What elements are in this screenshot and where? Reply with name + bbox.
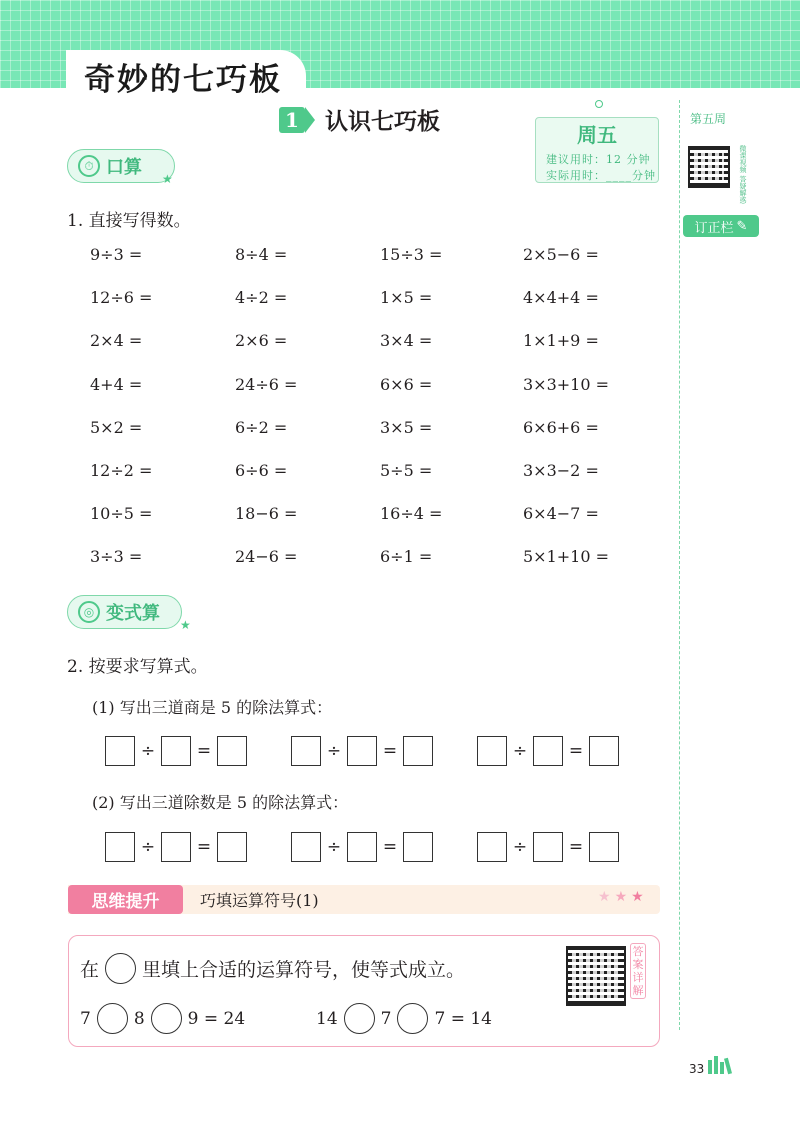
oral-problem: 18−6 = — [235, 504, 298, 524]
answer-box[interactable] — [105, 832, 135, 862]
challenge-equation-1 — [80, 1003, 245, 1034]
oral-problem: 8÷4 = — [235, 245, 288, 264]
q2-prompt: 2. 按要求写算式。 — [67, 657, 208, 677]
answer-box[interactable] — [589, 736, 619, 766]
equals-sign: = — [568, 837, 584, 857]
challenge-instruction — [80, 953, 465, 984]
oral-problem: 9÷3 = — [90, 245, 143, 264]
operand: 7 — [80, 1008, 91, 1029]
star-icon: ★ — [598, 889, 615, 905]
oral-problem: 3×3−2 = — [523, 461, 599, 480]
oral-problem: 3×3+10 = — [523, 374, 610, 394]
section-variant-label: 变式算 — [106, 603, 160, 624]
star-icon: ★ — [631, 889, 648, 905]
instruction-post: 里填上合适的运算符号，使等式成立。 — [142, 959, 466, 981]
challenge-equation-2 — [316, 1003, 492, 1034]
q1-prompt: 1. 直接写得数。 — [67, 211, 191, 231]
oral-problem: 3÷3 = — [90, 547, 143, 567]
books-icon — [708, 1056, 730, 1074]
answer-tag: 答案详解 — [630, 943, 646, 999]
equals-sign: = — [196, 837, 212, 857]
answer-box[interactable] — [589, 832, 619, 862]
actual-time: 实际用时：____分钟 — [546, 169, 656, 182]
oral-problem: 24÷6 = — [235, 374, 298, 394]
circle-symbol — [105, 953, 136, 984]
operand: 7 — [380, 1008, 392, 1029]
oral-problem: 6÷1 = — [380, 547, 433, 567]
divide-sign: ÷ — [512, 741, 528, 761]
difficulty-stars — [598, 889, 648, 905]
oral-problem: 6÷6 = — [235, 461, 288, 480]
correction-label: 订正栏 — [694, 220, 734, 236]
oral-problem: 4×4+4 = — [523, 288, 599, 308]
oral-problem: 15÷3 = — [380, 245, 443, 264]
oral-problem: 2×6 = — [235, 331, 288, 351]
oral-problem: 3×4 = — [380, 331, 433, 351]
oral-problem: 6×6 = — [380, 374, 433, 394]
oral-problem: 2×4 = — [90, 331, 143, 351]
equals-sign: = — [196, 741, 212, 761]
oral-problem: 4÷2 = — [235, 288, 288, 308]
star-icon: ★ — [180, 618, 191, 632]
page-title: 奇妙的七巧板 — [84, 62, 282, 98]
oral-problem: 6×4−7 = — [523, 504, 599, 524]
instruction-pre: 在 — [80, 959, 100, 981]
equation-group — [477, 736, 619, 766]
day-card — [535, 117, 659, 183]
qr-caption: 微课视频 答疑解惑 — [739, 145, 747, 204]
operand: 14 — [316, 1008, 338, 1029]
divide-sign: ÷ — [140, 741, 156, 761]
answer-box[interactable] — [533, 832, 563, 862]
q2-sub1: (1) 写出三道商是 5 的除法算式： — [92, 698, 333, 717]
star-icon: ★ — [162, 172, 173, 186]
answer-box[interactable] — [161, 736, 191, 766]
answer-box[interactable] — [217, 832, 247, 862]
equation-group — [291, 736, 433, 766]
suggested-time: 建议用时：12 分钟 — [546, 153, 651, 166]
thinking-tag: 思维提升 — [68, 885, 183, 914]
page-number: 33 — [689, 1062, 705, 1076]
oral-problem: 24−6 = — [235, 547, 298, 567]
equation-group — [105, 736, 247, 766]
divide-sign: ÷ — [512, 837, 528, 857]
answer-box[interactable] — [347, 736, 377, 766]
lesson-title: 认识七巧板 — [325, 109, 440, 135]
section-oral-pill — [67, 149, 175, 183]
star-icon: ★ — [614, 889, 632, 905]
q2-sub2: (2) 写出三道除数是 5 的除法算式： — [92, 793, 349, 812]
pencil-icon: ✎ — [736, 218, 748, 234]
operand: 9 = 24 — [187, 1008, 246, 1029]
answer-box[interactable] — [161, 832, 191, 862]
equals-sign: = — [568, 741, 584, 761]
oral-problem: 10÷5 = — [90, 504, 153, 524]
operand: 8 — [133, 1008, 145, 1029]
divide-sign: ÷ — [140, 837, 156, 857]
lesson-heading — [279, 103, 440, 136]
oral-problem: 3×5 = — [380, 417, 433, 437]
operand: 7 = 14 — [434, 1008, 492, 1029]
oral-problem: 12÷6 = — [90, 288, 153, 308]
operator-circle[interactable] — [151, 1003, 182, 1034]
stopwatch-icon: ⏱ — [78, 155, 100, 177]
qr-code-icon[interactable] — [688, 146, 730, 188]
oral-problem: 5×1+10 = — [523, 547, 610, 567]
answer-box[interactable] — [105, 736, 135, 766]
day-title: 周五 — [577, 123, 617, 147]
answer-row-1 — [105, 736, 619, 766]
operator-circle[interactable] — [344, 1003, 375, 1034]
answer-box[interactable] — [291, 736, 321, 766]
oral-problem: 5×2 = — [90, 417, 143, 437]
week-label: 第五周 — [690, 112, 727, 126]
answer-box[interactable] — [403, 736, 433, 766]
divide-sign: ÷ — [326, 837, 342, 857]
answer-box[interactable] — [533, 736, 563, 766]
answer-row-2 — [105, 832, 619, 862]
answer-box[interactable] — [477, 832, 507, 862]
answer-box[interactable] — [291, 832, 321, 862]
section-oral-label: 口算 — [106, 157, 142, 178]
oral-problem: 6×6+6 = — [523, 417, 599, 437]
equation-group — [477, 832, 619, 862]
oral-problem: 5÷5 = — [380, 461, 433, 480]
target-icon: ◎ — [78, 601, 100, 623]
equation-group — [291, 832, 433, 862]
answer-box[interactable] — [403, 832, 433, 862]
answer-box[interactable] — [477, 736, 507, 766]
sidebar-divider — [679, 100, 680, 1030]
answer-box[interactable] — [347, 832, 377, 862]
oral-problem: 1×1+9 = — [523, 331, 599, 351]
pin-icon — [595, 100, 603, 108]
equals-sign: = — [382, 741, 398, 761]
divide-sign: ÷ — [326, 741, 342, 761]
chevron-right-icon — [305, 107, 315, 133]
section-variant-pill — [67, 595, 182, 629]
answer-box[interactable] — [217, 736, 247, 766]
equals-sign: = — [382, 837, 398, 857]
correction-tag — [683, 215, 759, 237]
qr-code-icon[interactable] — [566, 946, 626, 1006]
operator-circle[interactable] — [97, 1003, 128, 1034]
oral-problem: 16÷4 = — [380, 504, 443, 524]
oral-problem: 4+4 = — [90, 374, 143, 394]
thinking-title: 巧填运算符号(1) — [200, 891, 319, 910]
oral-problem: 6÷2 = — [235, 417, 288, 437]
oral-problem: 12÷2 = — [90, 461, 153, 480]
operator-circle[interactable] — [397, 1003, 428, 1034]
oral-problem: 1×5 = — [380, 288, 433, 308]
lesson-number: 1 — [279, 107, 305, 133]
oral-problem: 2×5−6 = — [523, 245, 599, 264]
equation-group — [105, 832, 247, 862]
